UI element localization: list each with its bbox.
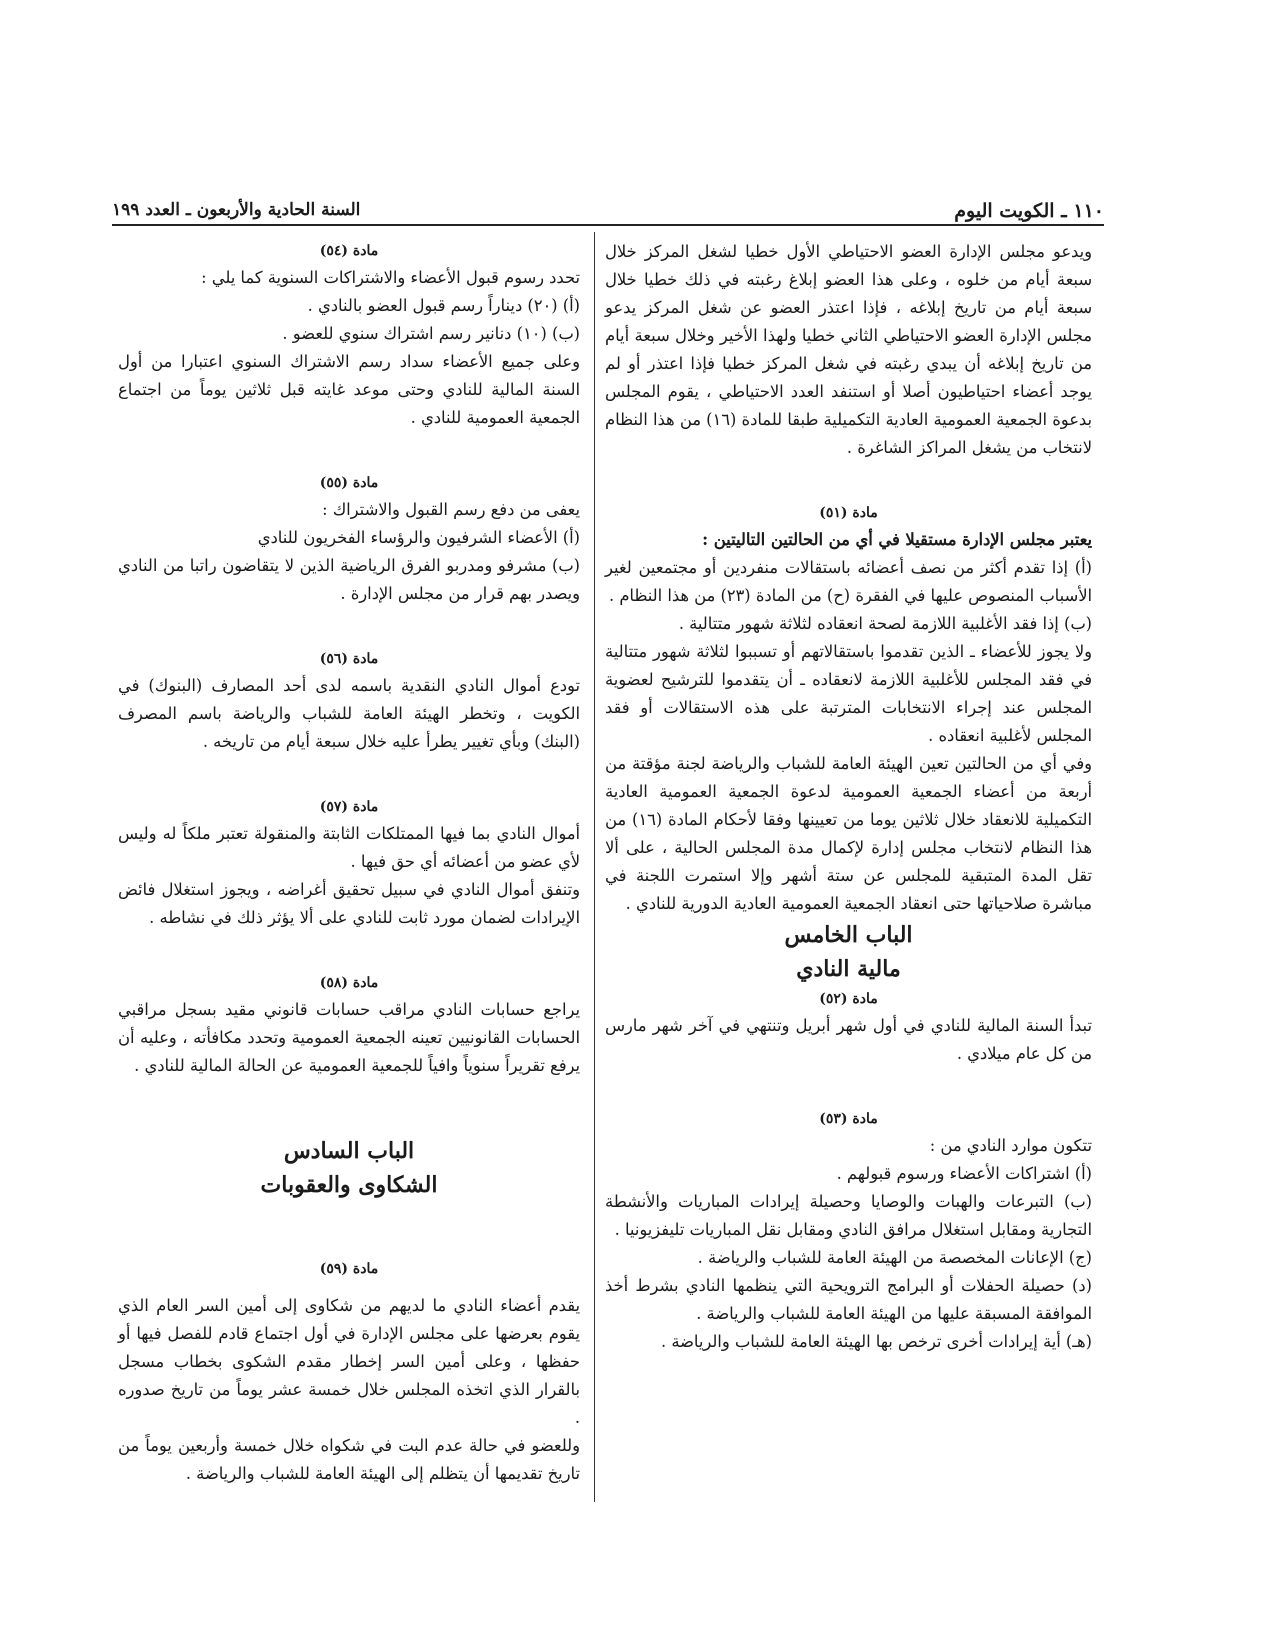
article-57-title: مادة (٥٧) [319,799,379,815]
article-54-title: مادة (٥٤) [319,243,379,259]
article-51-lead: يعتبر مجلس الإدارة مستقيلا في أي من الحالتين التاليتين : [702,530,1092,549]
part-6-title: الشكاوى والعقوبات [260,1172,438,1198]
article-56-title: مادة (٥٦) [319,651,379,667]
article-53-item-e: (هـ) أية إيرادات أخرى ترخص بها الهيئة العامة للشباب والرياضة . [660,1332,1092,1351]
header-rule [112,224,1104,226]
article-53-item-c: (ج) الإعانات المخصصة من الهيئة العامة للشباب والرياضة . [697,1248,1092,1267]
article-51-paragraph: ولا يجوز للأعضاء ـ الذين تقدموا باستقالاتهم أو تسببوا لثلاثة شهور متتالية في فقد المجلس للأغلبية اللازمة لانعقاده ـ أن يتقدموا للترشيح لعضوية المجلس عند إجراء الانتخابات المترتبة على هذه الاستقالات أو فقد المجلس لأغلبية انعقاده . [605,642,1092,745]
article-57-paragraph: أموال النادي بما فيها الممتلكات الثابتة والمنقولة تعتبر ملكاً له وليس لأي عضو من أعضائه أي حق فيها . [118,824,580,871]
article-53-item-a: (أ) اشتراكات الأعضاء ورسوم قبولهم . [836,1164,1092,1183]
left-column [118,238,580,1488]
page-header [112,200,1104,222]
article-50-continuation: ويدعو مجلس الإدارة العضو الاحتياطي الأول خطيا لشغل المركز خلال سبعة أيام من خلوه ، وعلى هذا العضو إبلاغ رغبته في ذلك خطيا خلال سبعة أيام من تاريخ إبلاغه ، فإذا اعتذر العضو عن شغل المركز يدعو مجلس الإدارة العضو الاحتياطي الثاني خطيا ولهذا الأخير وخلال سبعة أيام من تاريخ إبلاغه أن يبدي رغبته في شغل المركز خطيا فإذا اعتذر أو لم يوجد أعضاء احتياطيون أصلا أو استنفد العدد الاحتياطي ، يقوم المجلس بدعوة الجمعية العمومية العادية التكميلية طبقا للمادة (١٦) من هذا النظام لانتخاب من يشغل المراكز الشاغرة . [605,242,1092,457]
article-53-item-d: (د) حصيلة الحفلات أو البرامج الترويحية التي ينظمها النادي بشرط أخذ الموافقة المسبقة عليها من الهيئة العامة للشباب والرياضة . [605,1276,1092,1323]
article-55-item-b: (ب) مشرفو ومدربو الفرق الرياضية الذين لا يتقاضون راتبا من النادي ويصدر بهم قرار من مجلس الإدارة . [118,556,580,603]
part-6-label: الباب السادس [283,1138,415,1164]
article-58-title: مادة (٥٨) [319,975,379,991]
article-57-paragraph: وتنفق أموال النادي في سبيل تحقيق أغراضه ، ويجوز استغلال فائض الإيرادات لضمان مورد ثابت للنادي على ألا يؤثر ذلك في نشاطه . [118,880,580,927]
article-53-lead: تتكون موارد النادي من : [929,1136,1092,1155]
column-divider [594,232,595,1502]
gazette-page-title: ١١٠ ـ الكويت اليوم [954,200,1104,222]
article-52-title: مادة (٥٢) [819,991,878,1007]
part-5-title: مالية النادي [796,956,901,982]
part-5-label: الباب الخامس [784,922,913,948]
article-51-paragraph: وفي أي من الحالتين تعين الهيئة العامة للشباب والرياضة لجنة مؤقتة من أربعة من أعضاء الجمعية العمومية لدعوة الجمعية العمومية العادية التكميلية للانعقاد خلال ثلاثين يوما من تعيينها وفقا لأحكام المادة (١٦) من هذا النظام لانتخاب مجلس إدارة لإكمال مدة المجلس الحالية ، على ألا تقل المدة المتبقية للمجلس عن ستة أشهر وإلا استمرت اللجنة في مباشرة صلاحياتها حتى انعقاد الجمعية العمومية العادية الدورية للنادي . [605,754,1092,913]
right-column [605,238,1092,1356]
article-52-text: تبدأ السنة المالية للنادي في أول شهر أبريل وتنتهي في آخر شهر مارس من كل عام ميلادي . [605,1016,1092,1063]
article-55-item-a: (أ) الأعضاء الشرفيون والرؤساء الفخريون للنادي [257,528,580,547]
article-59-paragraph: وللعضو في حالة عدم البت في شكواه خلال خمسة وأربعين يوماً من تاريخ تقديمها أن يتظلم إلى الهيئة العامة للشباب والرياضة . [118,1436,580,1483]
article-54-paragraph: وعلى جميع الأعضاء سداد رسم الاشتراك السنوي اعتبارا من أول السنة المالية للنادي وحتى موعد غايته قبل ثلاثين يوماً من اجتماع الجمعية العمومية للنادي . [118,352,580,427]
article-56-text: تودع أموال النادي النقدية باسمه لدى أحد المصارف (البنوك) في الكويت ، وتخطر الهيئة العامة للشباب والرياضة باسم المصرف (البنك) وبأي تغيير يطرأ عليه خلال سبعة أيام من تاريخه . [118,676,580,751]
article-54-item-b: (ب) (١٠) دنانير رسم اشتراك سنوي للعضو . [282,324,580,343]
article-51-title: مادة (٥١) [819,505,878,521]
article-54-lead: تحدد رسوم قبول الأعضاء والاشتراكات السنوية كما يلي : [201,268,580,287]
article-55-title: مادة (٥٥) [319,475,379,491]
article-59-paragraph: يقدم أعضاء النادي ما لديهم من شكاوى إلى أمين السر العام الذي يقوم بعرضها على مجلس الإدارة في أول اجتماع قادم للفصل فيها أو حفظها ، وعلى أمين السر إخطار مقدم الشكوى بخطاب مسجل بالقرار الذي اتخذه المجلس خلال خمسة عشر يوماً من تاريخ صدوره . [118,1296,580,1427]
article-53-title: مادة (٥٣) [819,1111,878,1127]
article-54-item-a: (أ) (٢٠) ديناراً رسم قبول العضو بالنادي . [307,296,580,315]
article-55-lead: يعفى من دفع رسم القبول والاشتراك : [322,500,580,519]
article-53-item-b: (ب) التبرعات والهبات والوصايا وحصيلة إيرادات المباريات والأنشطة التجارية ومقابل استغلال مرافق النادي ومقابل نقل المباريات تليفزيونيا . [605,1192,1092,1239]
article-51-item-b: (ب) إذا فقد الأغلبية اللازمة لصحة انعقاده لثلاثة شهور متتالية . [678,614,1092,633]
article-51-item-a: (أ) إذا تقدم أكثر من نصف أعضائه باستقالات منفردين أو مجتمعين لغير الأسباب المنصوص عليها في الفقرة (ح) من المادة (٢٣) من هذا النظام . [605,558,1092,605]
article-58-text: يراجع حسابات النادي مراقب حسابات قانوني مقيد بسجل مراقبي الحسابات القانونيين تعينه الجمعية العمومية وتحدد مكافأته ، وعليه أن يرفع تقريراً سنوياً وافياً للجمعية العمومية عن الحالة المالية للنادي . [118,1000,580,1075]
article-59-title: مادة (٥٩) [319,1261,379,1277]
issue-number: السنة الحادية والأربعون ـ العدد ١٩٩ [112,200,361,220]
